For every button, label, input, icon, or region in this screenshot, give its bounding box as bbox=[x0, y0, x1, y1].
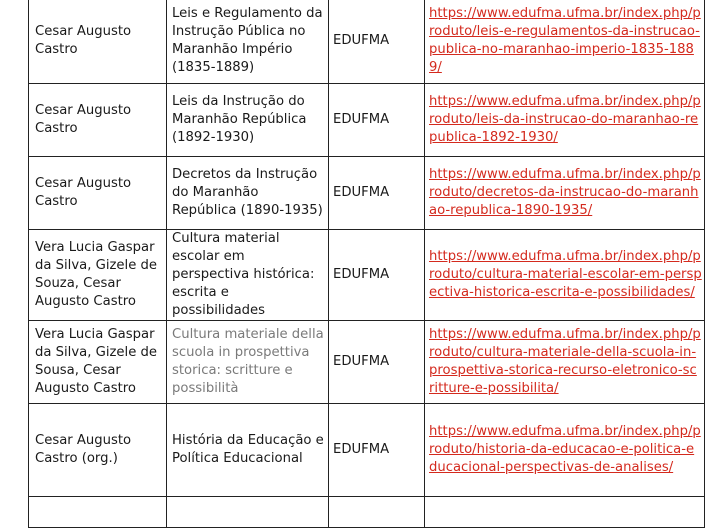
title-cell: Leis e Regulamento da Instrução Pública no Maranhão Império (1835-1889) bbox=[167, 0, 329, 84]
author-cell: Vera Lucia Gaspar da Silva, Gizele de Sousa, Cesar Augusto Castro bbox=[29, 321, 167, 404]
title-cell: Decretos da Instrução do Maranhão República (1890-1935) bbox=[167, 157, 329, 230]
publisher-cell: EDUFMA bbox=[329, 321, 425, 404]
publisher-cell bbox=[329, 497, 425, 528]
title-cell: Leis da Instrução do Maranhão República (1892-1930) bbox=[167, 84, 329, 157]
table-row bbox=[29, 84, 705, 157]
title-cell: História da Educação e Política Educacional bbox=[167, 404, 329, 497]
link-cell bbox=[425, 84, 705, 157]
title-cell bbox=[167, 497, 329, 528]
product-link[interactable]: https://www.edufma.ufma.br/index.php/produto/historia-da-educacao-e-politica-educacional-perspectivas-de-analises/ bbox=[429, 424, 701, 475]
author-cell: Cesar Augusto Castro bbox=[29, 84, 167, 157]
link-cell bbox=[425, 321, 705, 404]
table-row bbox=[29, 157, 705, 230]
product-link[interactable]: https://www.edufma.ufma.br/index.php/produto/decretos-da-instrucao-do-maranhao-republica-1890-1935/ bbox=[429, 167, 701, 218]
author-cell: Vera Lucia Gaspar da Silva, Gizele de Souza, Cesar Augusto Castro bbox=[29, 230, 167, 321]
product-link[interactable]: https://www.edufma.ufma.br/index.php/produto/leis-da-instrucao-do-maranhao-republica-1892-1930/ bbox=[429, 94, 701, 145]
product-link[interactable]: https://www.edufma.ufma.br/index.php/produto/leis-e-regulamentos-da-instrucao-publica-no-maranhao-imperio-1835-1889/ bbox=[429, 6, 701, 75]
publisher-cell: EDUFMA bbox=[329, 84, 425, 157]
author-cell bbox=[29, 497, 167, 528]
author-cell: Cesar Augusto Castro bbox=[29, 157, 167, 230]
table-row bbox=[29, 230, 705, 321]
product-link[interactable]: https://www.edufma.ufma.br/index.php/produto/cultura-material-escolar-em-perspectiva-historica-escrita-e-possibilidades/ bbox=[429, 249, 702, 300]
publisher-cell: EDUFMA bbox=[329, 157, 425, 230]
link-cell bbox=[425, 497, 705, 528]
link-cell bbox=[425, 230, 705, 321]
publisher-cell: EDUFMA bbox=[329, 230, 425, 321]
publisher-cell: EDUFMA bbox=[329, 0, 425, 84]
link-cell bbox=[425, 157, 705, 230]
link-cell bbox=[425, 404, 705, 497]
author-cell: Cesar Augusto Castro bbox=[29, 0, 167, 84]
publisher-cell: EDUFMA bbox=[329, 404, 425, 497]
table-row bbox=[29, 321, 705, 404]
publications-table bbox=[28, 0, 705, 528]
author-cell: Cesar Augusto Castro (org.) bbox=[29, 404, 167, 497]
title-cell: Cultura materiale della scuola in prospettiva storica: scritture e possibilità bbox=[167, 321, 329, 404]
link-cell bbox=[425, 0, 705, 84]
table-row bbox=[29, 0, 705, 84]
table-row bbox=[29, 404, 705, 497]
product-link[interactable]: https://www.edufma.ufma.br/index.php/produto/cultura-materiale-della-scuola-in-prospettiva-storica-recurso-eletronico-scritture-e-possibilita/ bbox=[429, 327, 701, 396]
table-row bbox=[29, 497, 705, 528]
title-cell: Cultura material escolar em perspectiva histórica: escrita e possibilidades bbox=[167, 230, 329, 321]
